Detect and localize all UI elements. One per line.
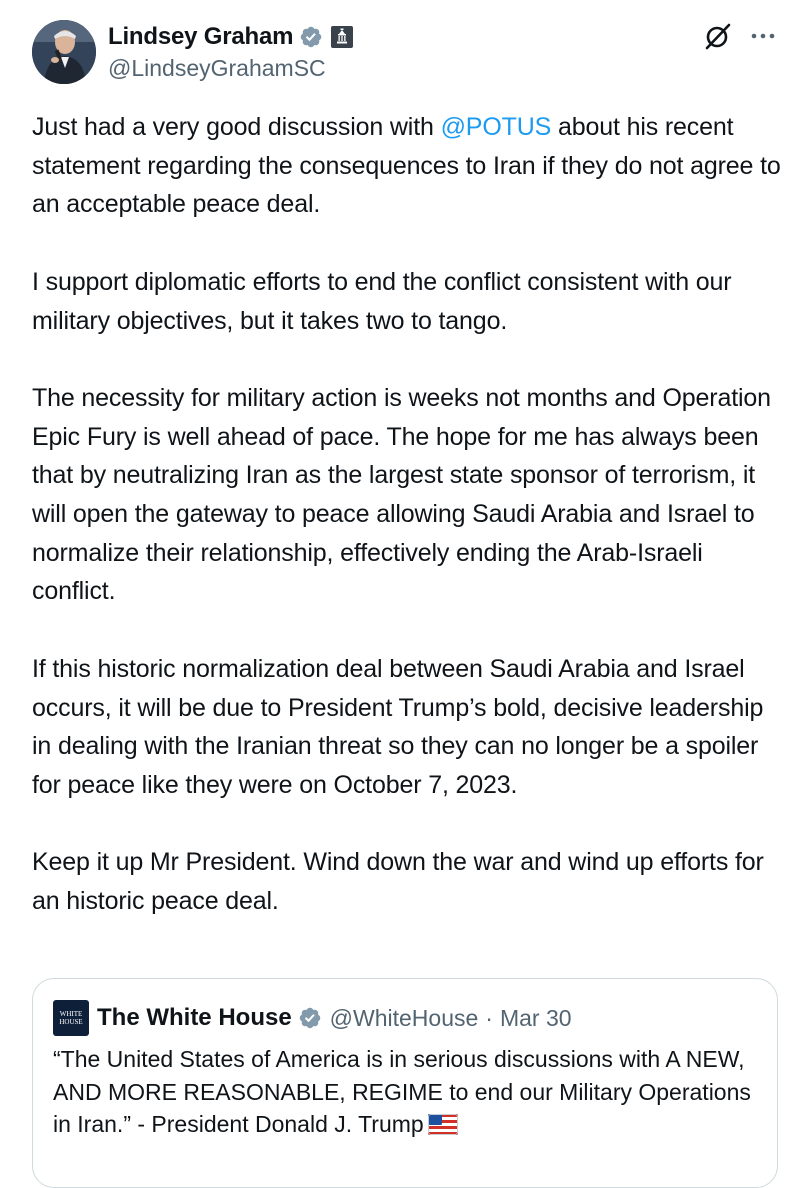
quoted-post-card[interactable] (32, 978, 778, 1188)
government-label-icon[interactable] (330, 25, 354, 49)
avatar-logo-text: WHITE (59, 1010, 83, 1018)
author-avatar[interactable] (32, 20, 96, 84)
separator-dot: · (485, 1004, 493, 1031)
author-handle[interactable]: @LindseyGrahamSC (108, 55, 326, 81)
grok-icon[interactable] (704, 22, 732, 50)
quoted-author-avatar[interactable] (53, 1000, 89, 1036)
post-text (32, 108, 782, 921)
author-display-name[interactable]: Lindsey Graham (108, 23, 294, 50)
quoted-author-handle[interactable]: @WhiteHouse (329, 1004, 479, 1031)
verified-badge-icon[interactable] (298, 1006, 322, 1030)
quoted-post-text (53, 1043, 753, 1141)
quoted-post-header (97, 999, 572, 1037)
post-header (0, 0, 802, 110)
quoted-author-name[interactable]: The White House (97, 1004, 292, 1031)
avatar-logo-text: HOUSE (59, 1018, 83, 1026)
post-paragraph: The necessity for military action is weeks not months and Operation Epic Fury is well ahead of pace. The hope for me has always been that by neutralizing Iran as the largest state sponsor of terrorism, it will open the gateway to peace allowing Saudi Arabia and Israel to normalize their relationship, effectively ending the Arab-Israeli conflict. (32, 383, 771, 606)
post-paragraph (32, 108, 782, 224)
mention-link[interactable]: @POTUS (440, 113, 552, 141)
quoted-post-date[interactable]: Mar 30 (499, 1004, 572, 1031)
quoted-text-content: “The United States of America is in serious discussions with A NEW, AND MORE REASONABLE, REGIME to end our Military Operations in Iran.” - President Donald J. Trump (53, 1046, 751, 1137)
post-paragraph: Keep it up Mr President. Wind down the war and wind up efforts for an historic peace deal. (32, 848, 764, 915)
author-name-row (108, 20, 354, 54)
verified-badge-icon[interactable] (299, 25, 323, 49)
author-photo (32, 20, 96, 84)
post-paragraph: If this historic normalization deal between Saudi Arabia and Israel occurs, it will be due to President Trump’s bold, decisive leadership in dealing with the Iranian threat so they can no longer be a spoiler for peace like they were on October 7, 2023. (32, 654, 764, 799)
us-flag-icon (428, 1111, 458, 1132)
post-paragraph: I support diplomatic efforts to end the conflict consistent with our military objectives, but it takes two to tango. (32, 267, 732, 335)
paragraph-text: Just had a very good discussion with (32, 113, 441, 141)
paragraph-text: about his recent statement regarding the consequences to Iran if they do not agree to an acceptable peace deal. (32, 113, 781, 219)
more-options-icon[interactable] (748, 24, 778, 48)
